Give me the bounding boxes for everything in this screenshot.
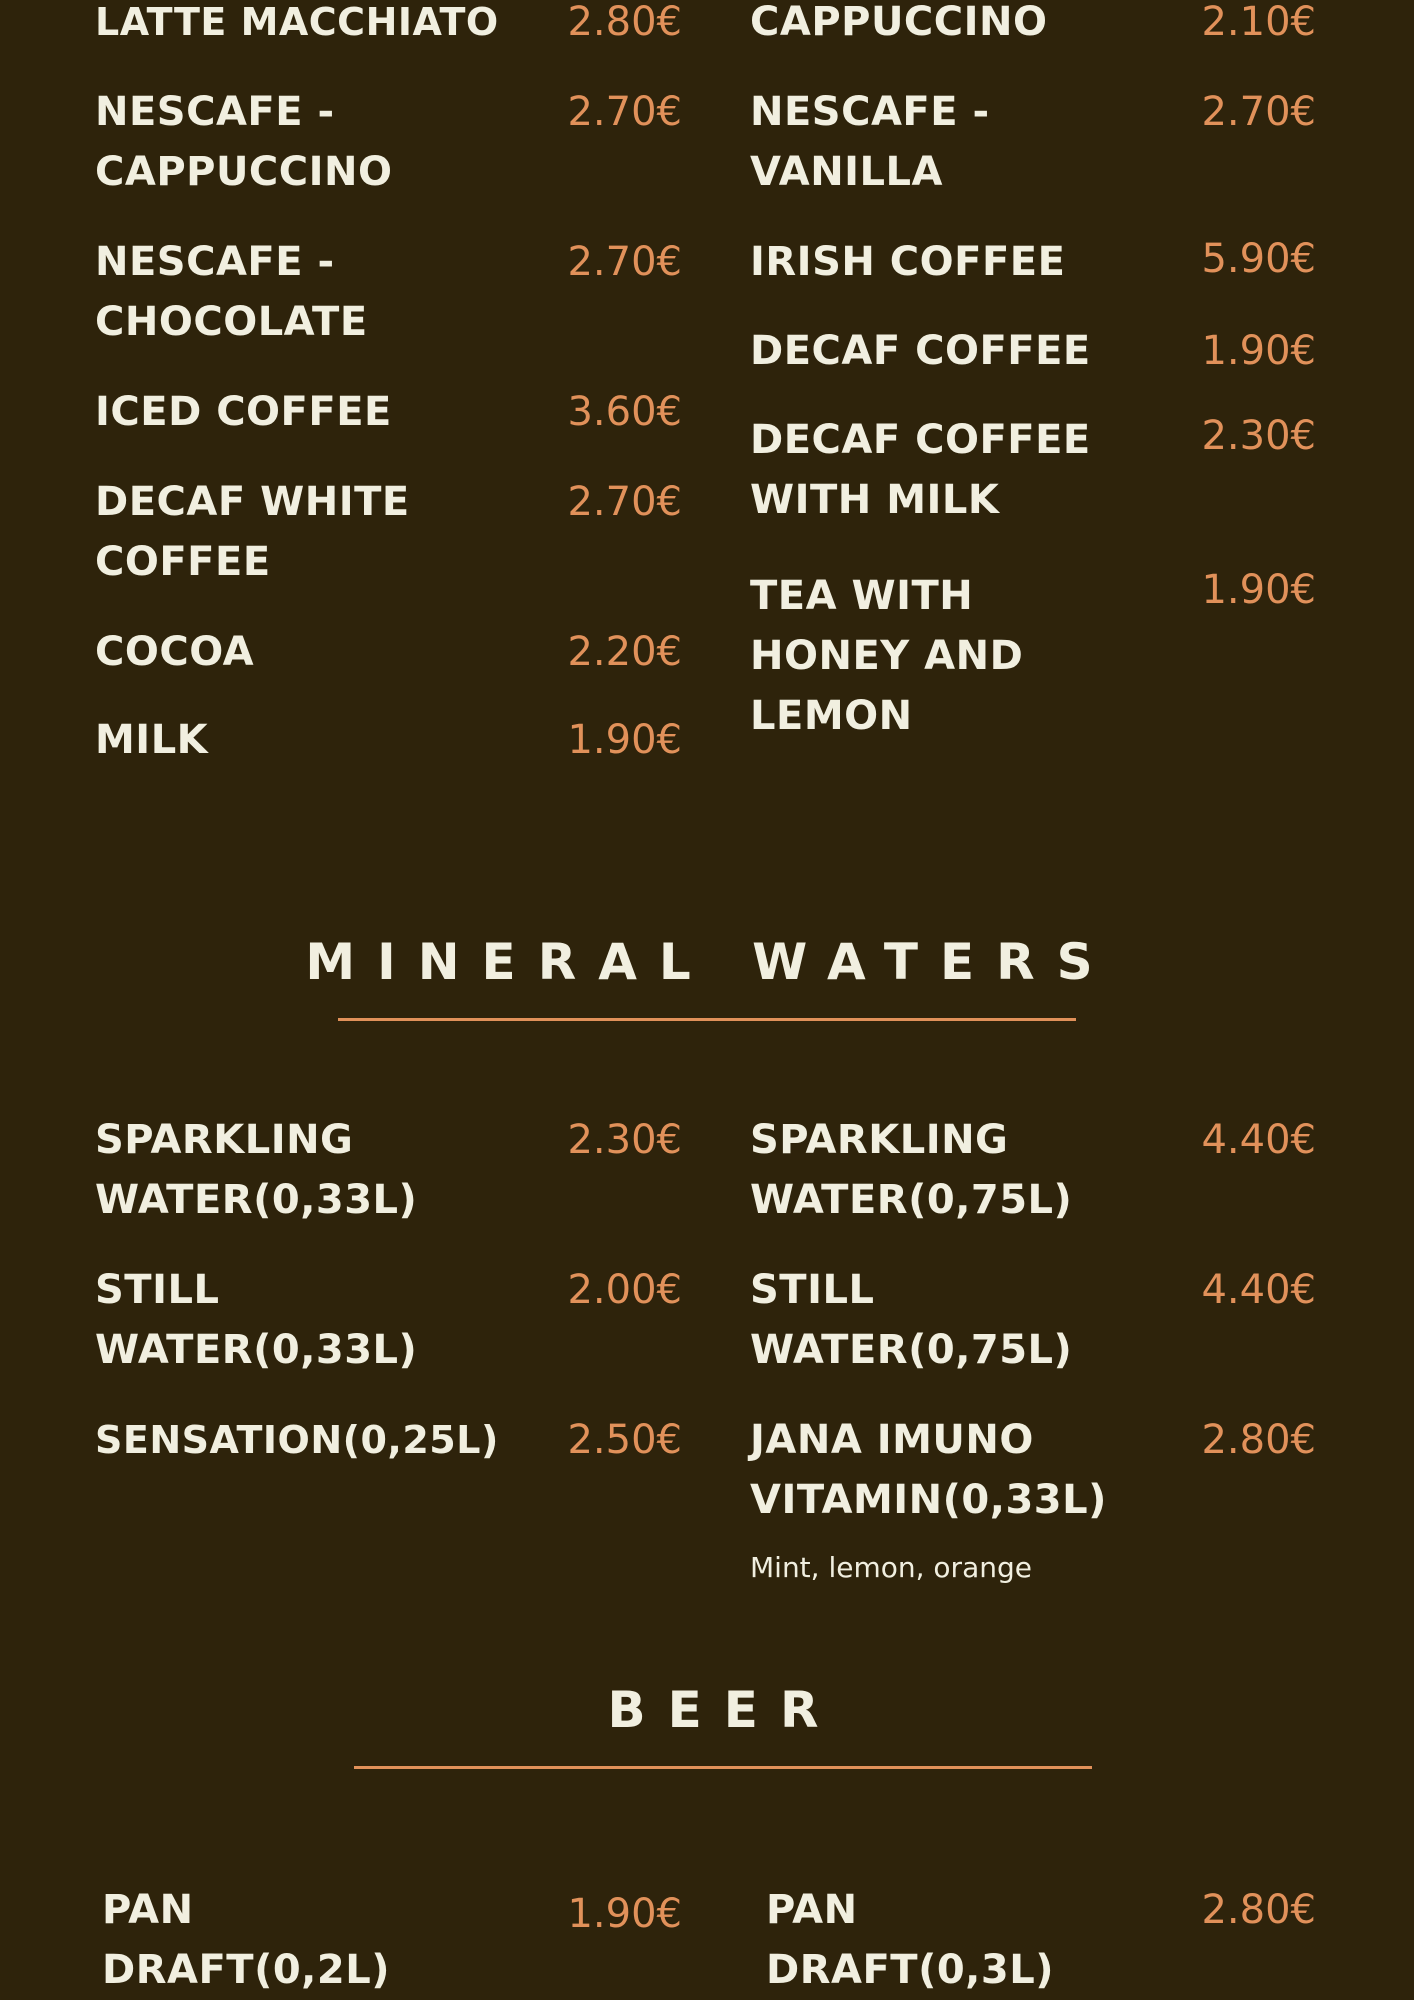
item-price: 2.70€ — [567, 479, 682, 525]
item-name: PAN — [102, 1887, 194, 1933]
item-price: 2.10€ — [1201, 0, 1316, 45]
item-price: 2.70€ — [1201, 89, 1316, 135]
item-name: LEMON — [750, 693, 913, 739]
item-name: DRAFT(0,3L) — [766, 1947, 1054, 1993]
item-price: 2.70€ — [567, 239, 682, 285]
item-price: 2.30€ — [567, 1117, 682, 1163]
item-name: PAN — [766, 1887, 858, 1933]
item-note: Mint, lemon, orange — [750, 1551, 1032, 1584]
section-title-beer: BEER — [607, 1681, 841, 1739]
item-name: COFFEE — [95, 539, 271, 585]
item-name: CAPPUCCINO — [95, 149, 393, 195]
item-name: STILL — [95, 1267, 220, 1313]
item-price: 2.80€ — [567, 0, 682, 45]
item-name: DECAF WHITE — [95, 479, 410, 525]
item-price: 2.00€ — [567, 1267, 682, 1313]
item-name: WATER(0,75L) — [750, 1327, 1073, 1373]
item-name: VANILLA — [750, 149, 943, 195]
item-name: CHOCOLATE — [95, 299, 368, 345]
item-name: SENSATION(0,25L) — [95, 1418, 499, 1462]
section-divider — [354, 1766, 1092, 1769]
item-price: 5.90€ — [1201, 236, 1316, 282]
item-price: 1.90€ — [567, 717, 682, 763]
item-name: NESCAFE - — [750, 89, 990, 135]
item-name: VITAMIN(0,33L) — [750, 1477, 1107, 1523]
item-name: COCOA — [95, 629, 255, 675]
item-price: 1.90€ — [1201, 328, 1316, 374]
item-name: IRISH COFFEE — [750, 239, 1066, 285]
item-price: 4.40€ — [1201, 1117, 1316, 1163]
item-name: WATER(0,33L) — [95, 1177, 418, 1223]
item-name: JANA IMUNO — [750, 1417, 1034, 1463]
item-name: WATER(0,75L) — [750, 1177, 1073, 1223]
item-name: LATTE MACCHIATO — [95, 0, 499, 44]
item-name: DRAFT(0,2L) — [102, 1947, 390, 1993]
item-price: 3.60€ — [567, 389, 682, 435]
item-name: NESCAFE - — [95, 89, 335, 135]
item-name: CAPPUCCINO — [750, 0, 1048, 45]
item-price: 2.20€ — [567, 629, 682, 675]
item-name: MILK — [95, 717, 209, 763]
item-name: DECAF COFFEE — [750, 328, 1091, 374]
item-name: SPARKLING — [95, 1117, 354, 1163]
item-price: 2.70€ — [567, 89, 682, 135]
item-name: DECAF COFFEE — [750, 417, 1091, 463]
section-title-mineral-waters: MINERAL WATERS — [305, 933, 1115, 991]
item-name: ICED COFFEE — [95, 389, 392, 435]
item-price: 1.90€ — [567, 1891, 682, 1937]
item-price: 2.30€ — [1201, 413, 1316, 459]
item-name: NESCAFE - — [95, 239, 335, 285]
item-name: WITH MILK — [750, 477, 1000, 523]
item-price: 4.40€ — [1201, 1267, 1316, 1313]
item-name: TEA WITH — [750, 573, 974, 619]
section-divider — [338, 1018, 1076, 1021]
item-name: HONEY AND — [750, 633, 1024, 679]
item-name: STILL — [750, 1267, 875, 1313]
item-name: SPARKLING — [750, 1117, 1009, 1163]
item-price: 2.50€ — [567, 1417, 682, 1463]
item-price: 1.90€ — [1201, 567, 1316, 613]
item-name: WATER(0,33L) — [95, 1327, 418, 1373]
item-price: 2.80€ — [1201, 1887, 1316, 1933]
item-price: 2.80€ — [1201, 1417, 1316, 1463]
